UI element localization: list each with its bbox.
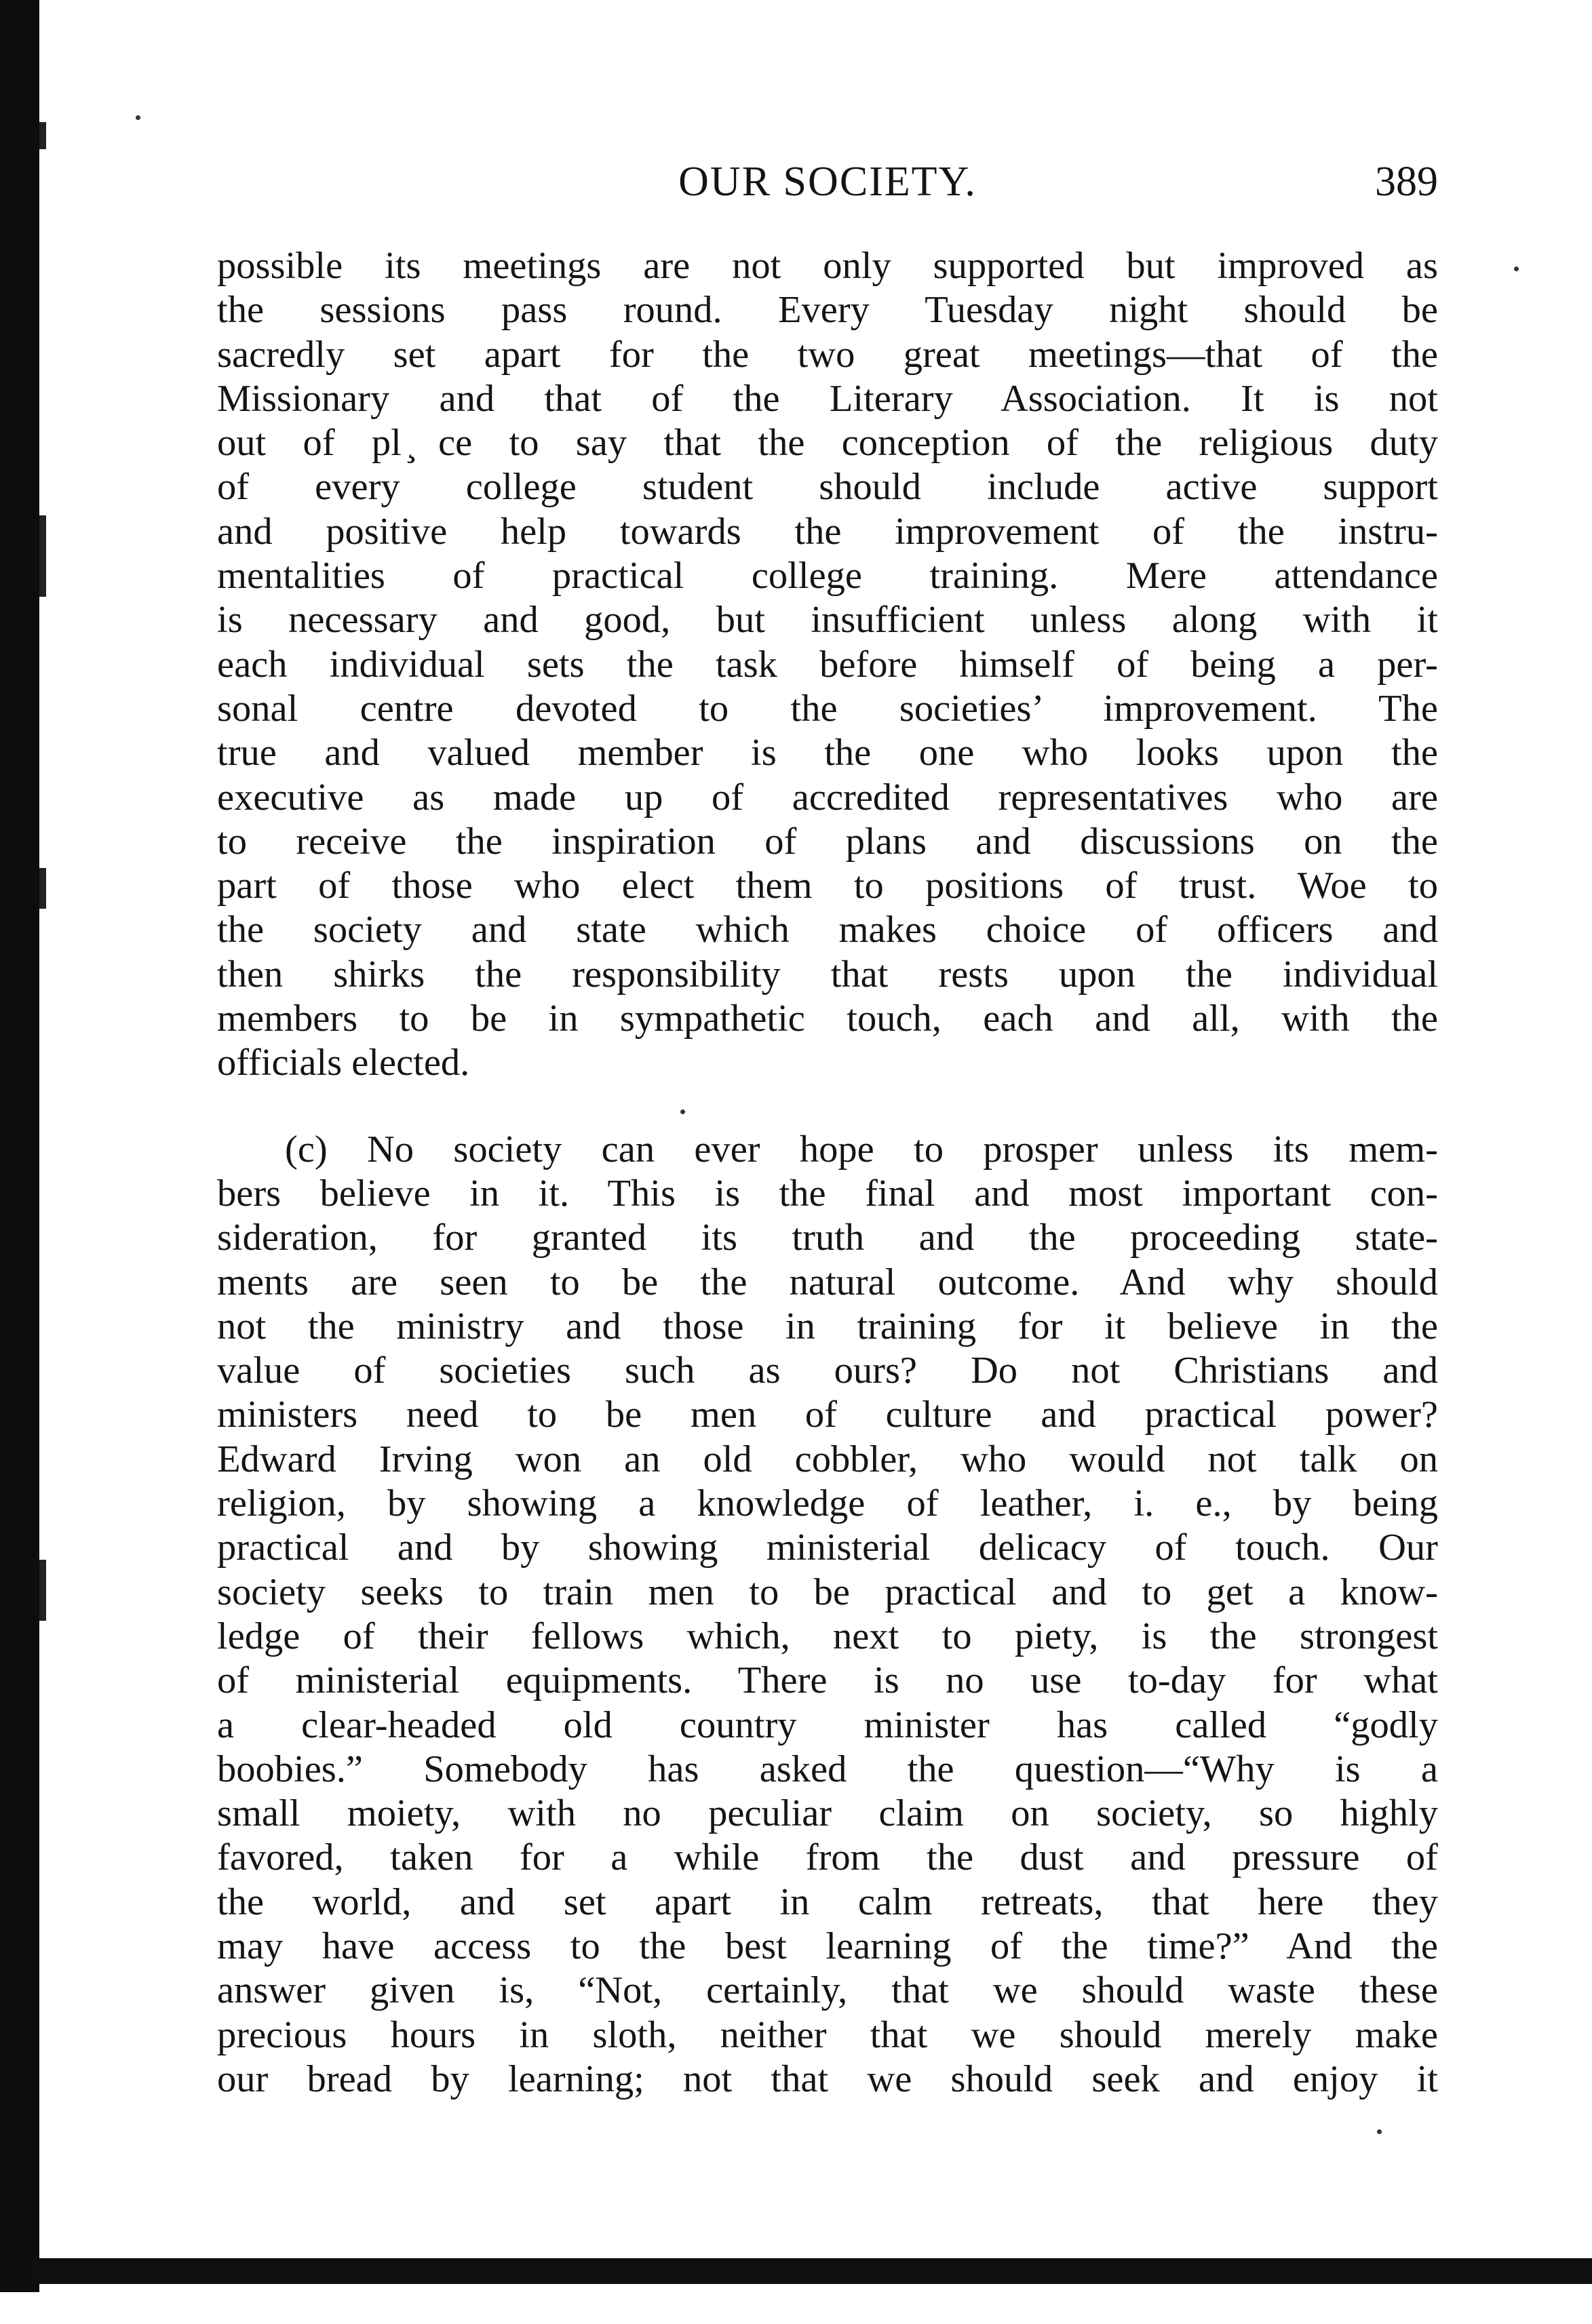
page-header [217, 155, 1438, 209]
text-line: religion, by showing a knowledge of leather, i. e., by being [217, 1482, 1438, 1525]
text-line: out of pl ̧ce to say that the conception of the religious duty [217, 422, 1438, 465]
scan-dot [1514, 267, 1519, 271]
text-line: Edward Irving won an old cobbler, who would not talk on [217, 1438, 1438, 1480]
text-line: mentalities of practical college training. Mere attendance [217, 555, 1438, 597]
body-text [217, 244, 1438, 2102]
text-line: then shirks the responsibility that rests upon the individual [217, 953, 1438, 996]
text-line: ments are seen to be the natural outcome. And why should [217, 1261, 1438, 1303]
text-line: our bread by learning; not that we should seek and enjoy it [217, 2057, 1438, 2100]
text-line: the sessions pass round. Every Tuesday night should be [217, 289, 1438, 332]
scan-speck [39, 122, 46, 149]
text-line: sideration, for granted its truth and the proceeding state- [217, 1217, 1438, 1259]
text-line: answer given is, “Not, certainly, that we should waste these [217, 1969, 1438, 2012]
text-line: sonal centre devoted to the societies’ improvement. The [217, 687, 1438, 730]
text-line: ministers need to be men of culture and practical power? [217, 1394, 1438, 1436]
text-line: to receive the inspiration of plans and discussions on the [217, 820, 1438, 863]
text-line: and positive help towards the improvement of the instru- [217, 510, 1438, 553]
text-line: bers believe in it. This is the final and most important con- [217, 1172, 1438, 1215]
scan-dot [136, 115, 140, 120]
paragraph [217, 244, 1438, 1086]
text-line: each individual sets the task before himself of being a per- [217, 643, 1438, 686]
running-head: OUR SOCIETY. [678, 159, 977, 205]
paragraph-gap [217, 1086, 1438, 1128]
text-line: a clear-headed old country minister has called “godly [217, 1703, 1438, 1746]
scan-speck [39, 868, 46, 909]
text-line: favored, taken for a while from the dust and pressure of [217, 1836, 1438, 1879]
text-line: (c) No society can ever hope to prosper unless its mem- [285, 1128, 1438, 1170]
text-line: Missionary and that of the Literary Association. It is not [217, 377, 1438, 420]
text-line: possible its meetings are not only supported but improved as [217, 245, 1438, 287]
text-line: members to be in sympathetic touch, each and all, with the [217, 998, 1438, 1040]
scan-speck [39, 515, 46, 597]
scan-speck [39, 1560, 46, 1621]
text-line: society seeks to train men to be practical and to get a know- [217, 1571, 1438, 1613]
text-line: boobies.” Somebody has asked the question—“Why is a [217, 1748, 1438, 1790]
page-number: 389 [1375, 159, 1438, 205]
text-line: of every college student should include active support [217, 466, 1438, 509]
paragraph [217, 1128, 1438, 2102]
text-line: ledge of their fellows which, next to piety, is the strongest [217, 1615, 1438, 1657]
text-line: executive as made up of accredited representatives who are [217, 776, 1438, 819]
text-line: sacredly set apart for the two great meetings—that of the [217, 333, 1438, 376]
text-line: is necessary and good, but insufficient unless along with it [217, 599, 1438, 642]
text-line: officials elected. [217, 1042, 470, 1084]
text-line: precious hours in sloth, neither that we should merely make [217, 2013, 1438, 2056]
text-line: true and valued member is the one who looks upon the [217, 732, 1438, 774]
text-line: practical and by showing ministerial delicacy of touch. Our [217, 1527, 1438, 1569]
page-bottom-rule [27, 2258, 1592, 2284]
text-line: the world, and set apart in calm retreats, that here they [217, 1880, 1438, 1923]
text-line: value of societies such as ours? Do not Christians and [217, 1350, 1438, 1392]
scan-dot [1377, 2129, 1382, 2134]
binding-edge [0, 0, 39, 2292]
text-line: the society and state which makes choice of officers and [217, 909, 1438, 951]
text-line: small moiety, with no peculiar claim on society, so highly [217, 1792, 1438, 1835]
text-line: of ministerial equipments. There is no use to-day for what [217, 1659, 1438, 1702]
text-line: not the ministry and those in training for it believe in the [217, 1305, 1438, 1347]
text-line: may have access to the best learning of the time?” And the [217, 1925, 1438, 1967]
text-line: part of those who elect them to positions of trust. Woe to [217, 865, 1438, 907]
